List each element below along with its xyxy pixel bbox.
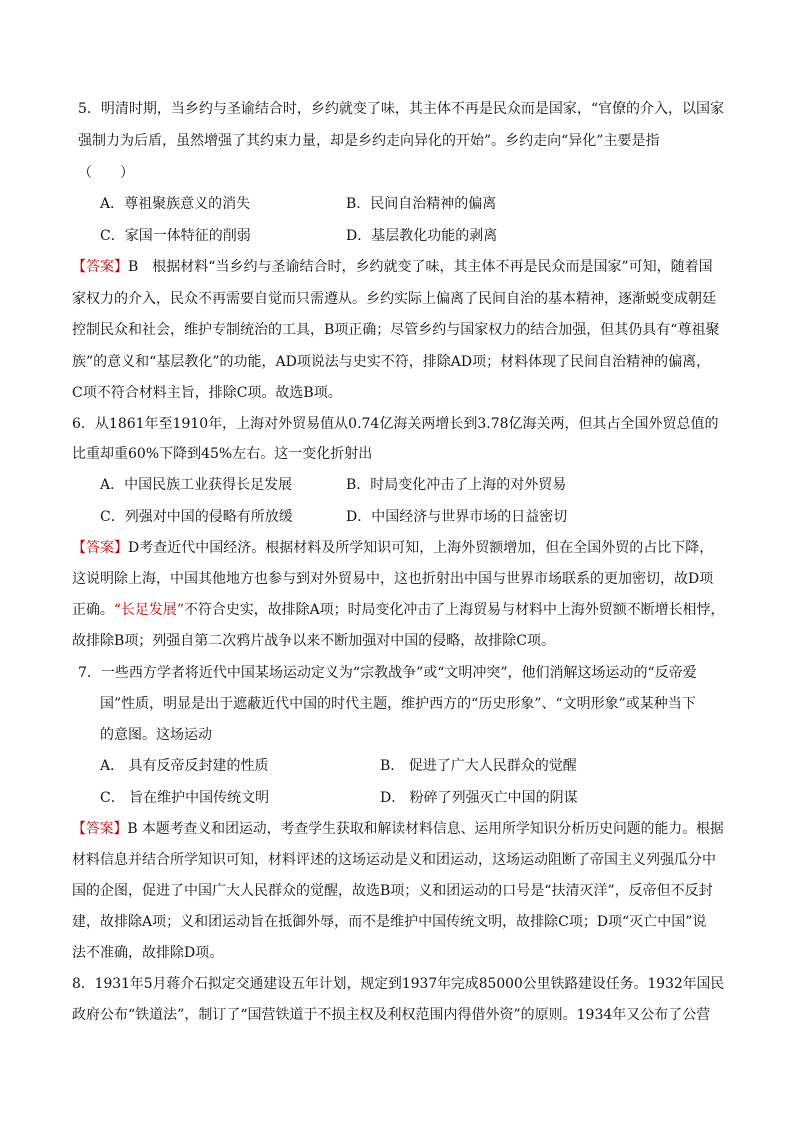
q6-answer-text-3a: 正确。 <box>72 602 114 618</box>
q5-option-b: B．民间自治精神的偏离 <box>346 196 497 212</box>
q7-option-b: B． 促进了广大人民群众的觉醒 <box>380 758 577 774</box>
q7-stem-line-2: 国”性质，明显是出于遮蔽近代中国的时代主题，维护西方的“历史形象”、“文明形象”或某种当下 <box>100 696 696 712</box>
q8-stem-line-2: 政府公布“铁道法”，制订了“国营铁道于不损主权及利权范围内得借外资”的原则。1934年又公布了公营 <box>72 1007 711 1023</box>
q6-option-a: A．中国民族工业获得长足发展 <box>100 477 293 493</box>
q6-option-c: C．列强对中国的侵略有所放缓 <box>100 509 293 525</box>
q5-answer-line-1 <box>72 257 713 277</box>
q6-answer-text-1: D考查近代中国经济。根据材料及所学知识可知，上海外贸额增加，但在全国外贸的占比下降， <box>128 540 714 556</box>
q5-blank: （ ） <box>78 165 134 181</box>
q6-answer-text-3b: 不符合史实，故排除A项；时局变化冲击了上海贸易与材料中上海外贸额不断增长相悖， <box>183 602 725 618</box>
q6-option-d: D．中国经济与世界市场的日益密切 <box>346 509 568 525</box>
q5-answer-line-2: 家权力的介入，民众不再需要自觉而只需遵从。乡约实际上偏离了民间自治的基本精神，逐渐蜕变成朝廷 <box>72 291 716 307</box>
q7-stem-line-3: 的意图。这场运动 <box>100 727 212 743</box>
q6-stem-line-1: 6．从1861年至1910年，上海对外贸易值从0.74亿海关两增长到3.78亿海关两，但其占全国外贸总值的 <box>72 416 719 432</box>
q6-answer-label: 【答案】 <box>72 540 128 556</box>
q5-answer-line-3: 控制民众和社会，维护专制统治的工具，B项正确；尽管乡约与国家权力的结合加强，但其仍具有“尊祖聚 <box>72 322 720 338</box>
q7-answer-line-5: 法不准确，故排除D项。 <box>72 945 224 961</box>
q6-answer-line-4: 故排除B项；列强自第二次鸦片战争以来不断加强对中国的侵略，故排除C项。 <box>72 633 555 649</box>
q6-answer-quote: “长足发展” <box>113 602 184 618</box>
q7-option-d: D． 粉碎了列强灭亡中国的阴谋 <box>380 790 578 806</box>
q5-option-a: A．尊祖聚族意义的消失 <box>100 196 251 212</box>
q7-stem-line-1: 7．一些西方学者将近代中国某场运动定义为“宗教战争”或“文明冲突”，他们消解这场运动的“反帝爱 <box>78 665 697 681</box>
q7-answer-line-4: 建，故排除A项；义和团运动旨在抵御外辱，而不是维护中国传统文明，故排除C项；D项“灭亡中国”说 <box>72 914 707 930</box>
q7-answer-text-1: B 本题考查义和团运动，考查学生获取和解读材料信息、运用所学知识分析历史问题的能力。根据 <box>127 821 724 837</box>
q7-answer-line-2: 材料信息并结合所学知识可知，材料评述的这场运动是义和团运动，这场运动阻断了帝国主义列强瓜分中 <box>72 852 716 868</box>
q7-answer-line-1 <box>72 819 724 839</box>
q5-stem-line-1: 5．明清时期，当乡约与圣谕结合时，乡约就变了味，其主体不再是民众而是国家，“官僚的介入，以国家 <box>78 101 725 117</box>
q6-answer-line-2: 这说明除上海，中国其他地方也参与到对外贸易中，这也折射出中国与世界市场联系的更加密切，故D项 <box>72 571 714 587</box>
q7-option-a: A． 具有反帝反封建的性质 <box>100 758 269 774</box>
q5-option-c: C．家国一体特征的削弱 <box>100 228 251 244</box>
q6-option-b: B．时局变化冲击了上海的对外贸易 <box>346 477 567 493</box>
q6-stem-line-2: 比重却重60%下降到45%左右。这一变化折射出 <box>72 446 373 462</box>
q8-stem-line-1: 8．1931年5月蒋介石拟定交通建设五年计划，规定到1937年完成85000公里铁路建设任务。1932年国民 <box>72 976 725 992</box>
q6-answer-line-1 <box>72 538 713 558</box>
q5-option-d: D．基层教化功能的剥离 <box>346 228 498 244</box>
q7-answer-label: 【答案】 <box>72 821 128 837</box>
q5-answer-line-5: C项不符合材料主旨，排除C项。故选B项。 <box>72 385 342 401</box>
q6-answer-line-3 <box>72 600 724 620</box>
q5-stem-line-2: 强制力为后盾，虽然增强了其约束力量，却是乡约走向异化的开始”。乡约走向“异化”主要是指 <box>78 133 660 149</box>
q7-answer-line-3: 国的企图，促进了中国广大人民群众的觉醒，故选B项；义和团运动的口号是“扶清灭洋”，反帝但不反封 <box>72 883 713 899</box>
q5-answer-line-4: 族”的意义和“基层教化”的功能，AD项说法与史实不符，排除AD项；材料体现了民间自治精神的偏离， <box>72 354 711 370</box>
q5-answer-text-1: B 根据材料“当乡约与圣谕结合时，乡约就变了味，其主体不再是民众而是国家”可知，随着国 <box>128 259 713 275</box>
q7-option-c: C． 旨在维护中国传统文明 <box>100 790 270 806</box>
q5-answer-label: 【答案】 <box>72 259 128 275</box>
